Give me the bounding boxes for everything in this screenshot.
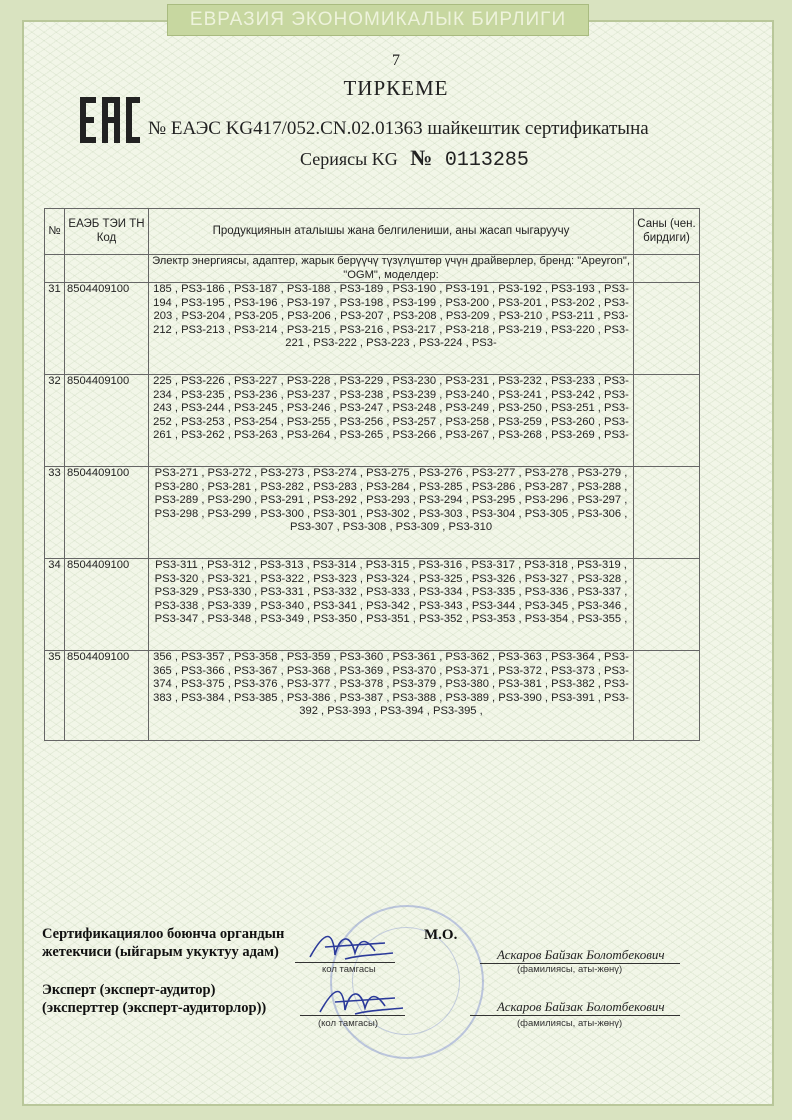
expert-name-line bbox=[470, 1015, 680, 1016]
page-number: 7 bbox=[392, 52, 400, 69]
table-header-row bbox=[45, 209, 700, 255]
row-code: 8504409100 bbox=[65, 559, 149, 651]
row-models: 356 , PS3-357 , PS3-358 , PS3-359 , PS3-360 , PS3-361 , PS3-362 , PS3-363 , PS3-364 , PS3-365 , PS3-366 , PS3-367 , PS3-368 , PS3-369 , PS3-370 , PS3-371 , PS3-372 , PS3-373 , PS3-374 , PS3-375 , PS3-376 , PS3-377 , PS3-378 , PS3-379 , PS3-380 , PS3-381 , PS3-382 , PS3-383 , PS3-384 , PS3-385 , PS3-386 , PS3-387 , PS3-388 , PS3-389 , PS3-390 , PS3-391 , PS3-392 , PS3-393 , PS3-394 , PS3-395 , bbox=[149, 651, 634, 741]
table-row bbox=[45, 467, 700, 559]
page-title: ТИРКЕМЕ bbox=[343, 76, 449, 100]
expert-label-2: (эксперттер (эксперт-аудиторлор)) bbox=[42, 1000, 267, 1016]
table-intro-row bbox=[45, 255, 700, 283]
expert-label-1: Эксперт (эксперт-аудитор) bbox=[42, 982, 216, 998]
head-signature-icon bbox=[305, 925, 395, 965]
mo-label: М.О. bbox=[424, 927, 458, 943]
row-models: 225 , PS3-226 , PS3-227 , PS3-228 , PS3-229 , PS3-230 , PS3-231 , PS3-232 , PS3-233 , PS3-234 , PS3-235 , PS3-236 , PS3-237 , PS3-238 , PS3-239 , PS3-240 , PS3-241 , PS3-242 , PS3-243 , PS3-244 , PS3-245 , PS3-246 , PS3-247 , PS3-248 , PS3-249 , PS3-250 , PS3-251 , PS3-252 , PS3-253 , PS3-254 , PS3-255 , PS3-256 , PS3-257 , PS3-258 , PS3-259 , PS3-260 , PS3-261 , PS3-262 , PS3-263 , PS3-264 , PS3-265 , PS3-266 , PS3-267 , PS3-268 , PS3-269 , PS3- bbox=[149, 375, 634, 467]
header-name: Продукциянын аталышы жана белгилениши, аны жасап чыгаруучу bbox=[149, 209, 634, 255]
row-code: 8504409100 bbox=[65, 651, 149, 741]
row-models: PS3-311 , PS3-312 , PS3-313 , PS3-314 , PS3-315 , PS3-316 , PS3-317 , PS3-318 , PS3-319 , PS3-320 , PS3-321 , PS3-322 , PS3-323 , PS3-324 , PS3-325 , PS3-326 , PS3-327 , PS3-328 , PS3-329 , PS3-330 , PS3-331 , PS3-332 , PS3-333 , PS3-334 , PS3-335 , PS3-336 , PS3-337 , PS3-338 , PS3-339 , PS3-340 , PS3-341 , PS3-342 , PS3-343 , PS3-344 , PS3-345 , PS3-346 , PS3-347 , PS3-348 , PS3-349 , PS3-350 , PS3-351 , PS3-352 , PS3-353 , PS3-354 , PS3-355 , bbox=[149, 559, 634, 651]
certificate-number-line: № ЕАЭС KG417/052.CN.02.01363 шайкештик сертификатына bbox=[148, 118, 649, 139]
expert-sign-caption: (кол тамгасы) bbox=[318, 1018, 379, 1029]
row-no: 33 bbox=[45, 467, 65, 559]
series-sign: № bbox=[410, 145, 433, 170]
series-label: Сериясы KG bbox=[300, 149, 398, 169]
row-code: 8504409100 bbox=[65, 375, 149, 467]
head-label-1: Сертификациялоо боюнча органдын bbox=[42, 926, 285, 942]
header-code: ЕАЭБ ТЭИ ТН Код bbox=[65, 209, 149, 255]
row-models: PS3-271 , PS3-272 , PS3-273 , PS3-274 , PS3-275 , PS3-276 , PS3-277 , PS3-278 , PS3-279 , PS3-280 , PS3-281 , PS3-282 , PS3-283 , PS3-284 , PS3-285 , PS3-286 , PS3-287 , PS3-288 , PS3-289 , PS3-290 , PS3-291 , PS3-292 , PS3-293 , PS3-294 , PS3-295 , PS3-296 , PS3-297 , PS3-298 , PS3-299 , PS3-300 , PS3-301 , PS3-302 , PS3-303 , PS3-304 , PS3-305 , PS3-306 , PS3-307 , PS3-308 , PS3-309 , PS3-310 bbox=[149, 467, 634, 559]
head-sign-line bbox=[295, 962, 395, 963]
row-no: 34 bbox=[45, 559, 65, 651]
row-code: 8504409100 bbox=[65, 283, 149, 375]
row-models: 185 , PS3-186 , PS3-187 , PS3-188 , PS3-189 , PS3-190 , PS3-191 , PS3-192 , PS3-193 , PS3-194 , PS3-195 , PS3-196 , PS3-197 , PS3-198 , PS3-199 , PS3-200 , PS3-201 , PS3-202 , PS3-203 , PS3-204 , PS3-205 , PS3-206 , PS3-207 , PS3-208 , PS3-209 , PS3-210 , PS3-211 , PS3-212 , PS3-213 , PS3-214 , PS3-215 , PS3-216 , PS3-217 , PS3-218 , PS3-219 , PS3-220 , PS3-221 , PS3-222 , PS3-223 , PS3-224 , PS3- bbox=[149, 283, 634, 375]
intro-text: Электр энергиясы, адаптер, жарык берүүчү түзүлүштөр үчүн драйверлер, бренд: "Apeyron", "OGM", моделдер: bbox=[149, 255, 634, 283]
expert-name-caption: (фамилиясы, аты-жөнү) bbox=[517, 1018, 623, 1029]
row-no: 35 bbox=[45, 651, 65, 741]
banner: ЕВРАЗИЯ ЭКОНОМИКАЛЫК БИРЛИГИ bbox=[167, 4, 589, 36]
expert-sign-line bbox=[300, 1015, 405, 1016]
expert-signature-icon bbox=[315, 980, 405, 1020]
table-row bbox=[45, 283, 700, 375]
head-sign-caption: кол тамгасы bbox=[322, 964, 376, 975]
table-row bbox=[45, 651, 700, 741]
head-label-2: жетекчиси (ыйгарым укуктуу адам) bbox=[42, 944, 279, 960]
header-count: Саны (чен. бирдиги) bbox=[634, 209, 700, 255]
expert-name: Аскаров Байзак Болотбекович bbox=[497, 999, 665, 1014]
row-code: 8504409100 bbox=[65, 467, 149, 559]
eac-logo-icon bbox=[78, 95, 142, 145]
row-no: 32 bbox=[45, 375, 65, 467]
table-row bbox=[45, 559, 700, 651]
head-name: Аскаров Байзак Болотбекович bbox=[497, 947, 665, 962]
header-no: № bbox=[45, 209, 65, 255]
series-number: 0113285 bbox=[444, 149, 529, 172]
row-no: 31 bbox=[45, 283, 65, 375]
head-name-caption: (фамилиясы, аты-жөнү) bbox=[517, 964, 623, 975]
series-line bbox=[300, 145, 529, 172]
products-table bbox=[44, 208, 700, 741]
table-row bbox=[45, 375, 700, 467]
